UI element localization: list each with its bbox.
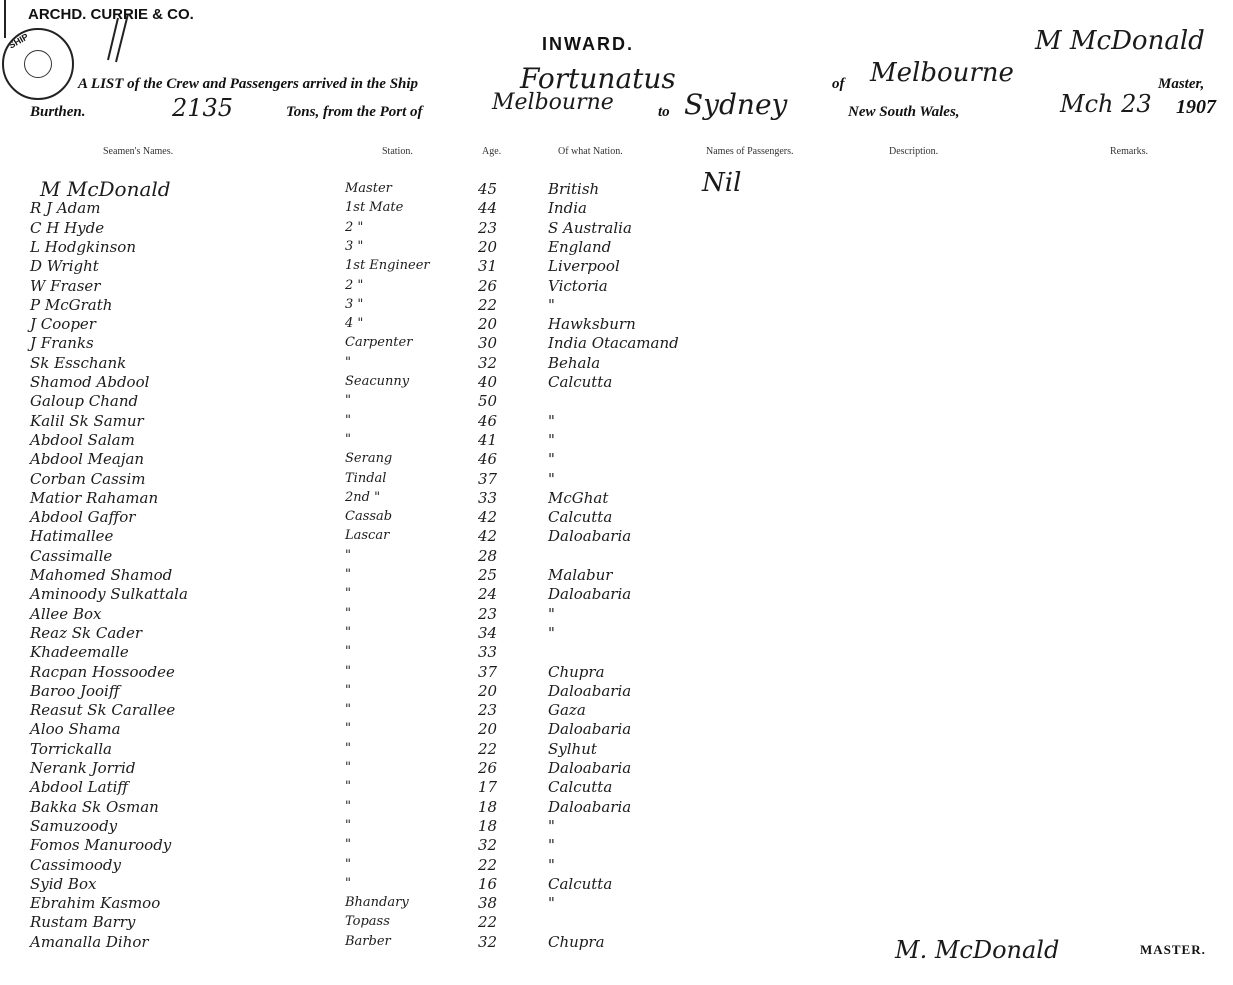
list-label: A LIST of the Crew and Passengers arrived in the Ship — [78, 76, 419, 92]
passengers-entry: Nil — [702, 168, 742, 198]
crew-age: 42 — [478, 527, 498, 546]
crew-age: 22 — [478, 855, 498, 874]
crew-nation: Daloabaria — [548, 527, 632, 546]
crew-name: Abdool Gaffor — [30, 508, 136, 527]
crew-name: Racpan Hossoodee — [30, 662, 175, 681]
table-row — [0, 334, 1233, 354]
crew-name: Mahomed Shamod — [30, 566, 173, 584]
master-signature: M. McDonald — [895, 936, 1060, 964]
crew-age: 20 — [478, 720, 498, 739]
crew-nation: Chupra — [548, 662, 605, 681]
crew-age: 33 — [478, 488, 498, 507]
stamp-text: SHIP — [6, 31, 31, 51]
home-port: Melbourne — [870, 58, 1014, 88]
table-row — [0, 392, 1233, 412]
crew-nation: British — [548, 180, 600, 198]
crew-nation: Liverpool — [548, 257, 620, 276]
crew-nation: Behala — [548, 353, 601, 372]
table-row — [0, 701, 1233, 721]
crew-name: J Cooper — [30, 315, 96, 334]
table-row — [0, 720, 1233, 740]
table-row — [0, 470, 1233, 490]
crew-name: Aloo Shama — [30, 720, 121, 739]
crew-name: Torrickalla — [30, 739, 112, 758]
crew-nation: Sylhut — [548, 739, 597, 758]
table-row — [0, 354, 1233, 374]
table-row — [0, 894, 1233, 914]
table-row — [0, 257, 1233, 277]
crew-nation: " — [548, 816, 555, 835]
table-row — [0, 412, 1233, 432]
footer-master-label: MASTER. — [1140, 942, 1206, 957]
table-row — [0, 450, 1233, 470]
crew-nation: Calcutta — [548, 508, 613, 527]
crew-nation: Chupra — [548, 932, 605, 951]
table-row — [0, 296, 1233, 316]
crew-name: Galoup Chand — [30, 392, 139, 411]
ship-name: Fortunatus — [520, 62, 676, 95]
table-row — [0, 836, 1233, 856]
crew-name: W Fraser — [30, 276, 101, 295]
nsw-label: New South Wales, — [848, 104, 960, 120]
crew-nation: Daloabaria — [548, 797, 632, 816]
table-row — [0, 527, 1233, 547]
crew-age: 33 — [478, 643, 498, 662]
crew-nation: Daloabaria — [548, 720, 632, 739]
crew-name: Fomos Manuroody — [30, 836, 172, 855]
table-row — [0, 238, 1233, 258]
crew-name: Ebrahim Kasmoo — [30, 894, 161, 913]
crew-name: Matior Rahaman — [30, 488, 159, 507]
company-name: ARCHD. CURRIE & CO. — [28, 6, 194, 23]
crew-age: 44 — [478, 199, 498, 218]
crew-age: 40 — [478, 373, 498, 391]
crew-name: Samuzoody — [30, 816, 118, 835]
crew-station: 1st Engineer — [345, 258, 430, 274]
crew-name: Reaz Sk Cader — [30, 623, 142, 642]
crew-nation: India — [548, 199, 587, 218]
crew-nation: " — [548, 411, 555, 430]
crew-station: 4 " — [345, 316, 364, 332]
crew-name: Cassimalle — [30, 546, 113, 565]
crew-station: " — [345, 605, 351, 621]
crew-age: 18 — [478, 797, 498, 816]
crew-station: Master — [345, 181, 392, 196]
crew-name: J Franks — [30, 334, 94, 353]
crew-station: " — [345, 624, 351, 640]
crew-age: 23 — [478, 701, 498, 720]
crew-station: 3 " — [345, 296, 364, 312]
crew-age: 28 — [478, 546, 498, 565]
crew-station: " — [345, 702, 351, 718]
crew-nation: India Otacamand — [548, 334, 679, 353]
crew-station: " — [345, 875, 351, 891]
table-row — [0, 778, 1233, 798]
crew-nation: " — [548, 469, 555, 488]
crew-station: Lascar — [345, 528, 390, 544]
table-row — [0, 663, 1233, 683]
master-name: M McDonald — [1035, 26, 1205, 56]
crew-age: 16 — [478, 874, 498, 893]
crew-nation: Hawksburn — [548, 315, 636, 334]
crew-station: " — [345, 644, 351, 660]
crew-station: " — [345, 798, 351, 814]
table-row — [0, 817, 1233, 837]
table-row — [0, 605, 1233, 625]
crew-nation: England — [548, 237, 612, 256]
crew-nation: Daloabaria — [548, 681, 632, 700]
crew-age: 37 — [478, 469, 498, 488]
crew-nation: Calcutta — [548, 874, 613, 893]
crew-age: 26 — [478, 759, 498, 777]
crew-station: " — [345, 837, 351, 853]
crew-age: 46 — [478, 450, 498, 469]
crew-name: M McDonald — [40, 177, 171, 201]
crew-age: 25 — [478, 566, 498, 584]
col-age: Age. — [482, 146, 502, 157]
crew-name: Abdool Salam — [30, 430, 135, 449]
crew-age: 20 — [478, 237, 498, 256]
crew-age: 22 — [478, 739, 498, 758]
of-label: of — [832, 76, 845, 92]
crew-station: " — [345, 586, 351, 602]
crew-station: " — [345, 740, 351, 756]
crew-station: " — [345, 779, 351, 795]
crew-station: Carpenter — [345, 335, 413, 351]
crew-nation: McGhat — [548, 488, 609, 507]
crew-age: 50 — [478, 392, 498, 411]
crew-station: Topass — [345, 914, 390, 930]
table-row — [0, 624, 1233, 644]
crew-station: " — [345, 663, 351, 679]
crew-age: 26 — [478, 276, 498, 295]
table-row — [0, 913, 1233, 933]
crew-age: 31 — [478, 257, 498, 276]
col-station: Station. — [382, 146, 413, 157]
crew-nation: Daloabaria — [548, 585, 632, 604]
table-row — [0, 508, 1233, 528]
crew-nation: " — [548, 295, 555, 314]
table-row — [0, 277, 1233, 297]
crew-station: " — [345, 567, 351, 582]
crew-station: " — [345, 760, 351, 775]
crew-station: " — [345, 354, 351, 370]
crew-age: 30 — [478, 334, 498, 353]
crew-age: 41 — [478, 430, 498, 449]
crew-nation: Calcutta — [548, 778, 613, 797]
table-row — [0, 219, 1233, 239]
crew-nation: Victoria — [548, 276, 608, 295]
crew-nation: Gaza — [548, 701, 586, 720]
crew-station: " — [345, 547, 351, 563]
table-row — [0, 585, 1233, 605]
crew-age: 32 — [478, 932, 498, 951]
crew-age: 38 — [478, 894, 498, 913]
crew-station: " — [345, 682, 351, 698]
crew-station: 2 " — [345, 219, 364, 235]
crew-name: Reasut Sk Carallee — [30, 701, 176, 720]
crew-name: Shamod Abdool — [30, 373, 150, 391]
crew-age: 20 — [478, 681, 498, 700]
crew-nation: Daloabaria — [548, 759, 632, 777]
margin-line — [4, 0, 6, 38]
table-row — [0, 856, 1233, 876]
crew-name: Sk Esschank — [30, 353, 127, 372]
crew-station: " — [345, 856, 351, 872]
table-row — [0, 759, 1233, 779]
crew-name: Kalil Sk Samur — [30, 411, 144, 430]
crew-name: P McGrath — [30, 295, 113, 314]
crew-nation: " — [548, 894, 555, 913]
col-seamen-names: Seamen's Names. — [103, 146, 174, 157]
table-row — [0, 740, 1233, 760]
col-passengers: Names of Passengers. — [706, 146, 794, 157]
crew-station: Serang — [345, 451, 393, 467]
table-row — [0, 373, 1233, 393]
crew-name: Rustam Barry — [30, 913, 136, 932]
crew-station: 1st Mate — [345, 200, 404, 216]
crew-station: 3 " — [345, 238, 364, 254]
crew-name: Abdool Meajan — [30, 450, 145, 469]
crew-age: 32 — [478, 353, 498, 372]
table-row — [0, 682, 1233, 702]
crew-station: " — [345, 817, 351, 833]
table-row — [0, 875, 1233, 895]
crew-age: 45 — [478, 180, 498, 198]
ship-stamp — [2, 28, 74, 100]
crew-nation: " — [548, 855, 555, 874]
crew-age: 23 — [478, 218, 498, 237]
table-row — [0, 199, 1233, 219]
crew-age: 23 — [478, 604, 498, 623]
crew-station: " — [345, 431, 351, 447]
crew-name: Amanalla Dihor — [30, 932, 149, 951]
crew-station: Cassab — [345, 509, 393, 525]
crew-age: 37 — [478, 662, 498, 681]
crew-name: Khadeemalle — [30, 643, 129, 662]
to-port: Sydney — [684, 88, 788, 121]
crew-age: 42 — [478, 508, 498, 527]
crew-station: " — [345, 721, 351, 737]
burthen-value: 2135 — [172, 94, 234, 122]
crew-name: D Wright — [30, 257, 99, 276]
crew-name: Cassimoody — [30, 855, 121, 874]
crew-age: 17 — [478, 778, 498, 797]
crew-station: 2nd " — [345, 489, 381, 505]
crew-name: Hatimallee — [30, 527, 114, 546]
crew-age: 46 — [478, 411, 498, 430]
voyage-date: Mch 23 — [1060, 90, 1152, 118]
table-row — [0, 798, 1233, 818]
crew-name: Corban Cassim — [30, 469, 146, 488]
crew-station: " — [345, 393, 351, 409]
crew-nation: " — [548, 450, 555, 469]
crew-nation: " — [548, 604, 555, 623]
crew-name: Baroo Jooiff — [30, 681, 120, 700]
crew-nation: Malabur — [548, 566, 613, 584]
form-title: INWARD. — [542, 34, 634, 54]
col-nation: Of what Nation. — [558, 146, 623, 157]
crew-name: Abdool Latiff — [30, 778, 129, 797]
stamp-emblem — [24, 50, 52, 78]
crew-age: 20 — [478, 315, 498, 334]
crew-name: Nerank Jorrid — [30, 759, 136, 777]
crew-station: Barber — [345, 933, 391, 949]
tons-label: Tons, from the Port of — [286, 104, 423, 120]
crew-name: Syid Box — [30, 874, 97, 893]
master-label: Master, — [1158, 76, 1205, 92]
table-row — [0, 431, 1233, 451]
crew-name: Allee Box — [30, 604, 102, 623]
table-row — [0, 547, 1233, 567]
crew-age: 32 — [478, 836, 498, 855]
crew-age: 24 — [478, 585, 498, 604]
crew-age: 34 — [478, 623, 498, 642]
crew-station: Seacunny — [345, 374, 410, 389]
voyage-year: 1907 — [1176, 96, 1216, 118]
crew-name: L Hodgkinson — [30, 237, 136, 256]
from-port: Melbourne — [492, 90, 614, 115]
crew-name: C H Hyde — [30, 218, 105, 237]
col-remarks: Remarks. — [1110, 146, 1149, 157]
crew-age: 22 — [478, 913, 498, 932]
crew-station: 2 " — [345, 277, 364, 293]
crew-nation: S Australia — [548, 218, 632, 237]
table-row — [0, 489, 1233, 509]
crew-age: 22 — [478, 295, 498, 314]
crew-name: Bakka Sk Osman — [30, 797, 159, 816]
table-row — [0, 177, 1233, 201]
crew-station: Bhandary — [345, 895, 409, 911]
crew-station: Tindal — [345, 470, 387, 486]
crew-nation: " — [548, 623, 555, 642]
crew-station: " — [345, 412, 351, 428]
crew-age: 18 — [478, 816, 498, 835]
table-row — [0, 643, 1233, 663]
table-row — [0, 566, 1233, 586]
table-row — [0, 315, 1233, 335]
burthen-label: Burthen. — [30, 104, 86, 120]
to-label: to — [658, 104, 670, 120]
crew-nation: Calcutta — [548, 373, 613, 391]
crew-name: R J Adam — [30, 199, 101, 218]
crew-name: Aminoody Sulkattala — [30, 585, 188, 604]
col-description: Description. — [889, 146, 939, 157]
crew-nation: " — [548, 836, 555, 855]
crew-nation: " — [548, 430, 555, 449]
